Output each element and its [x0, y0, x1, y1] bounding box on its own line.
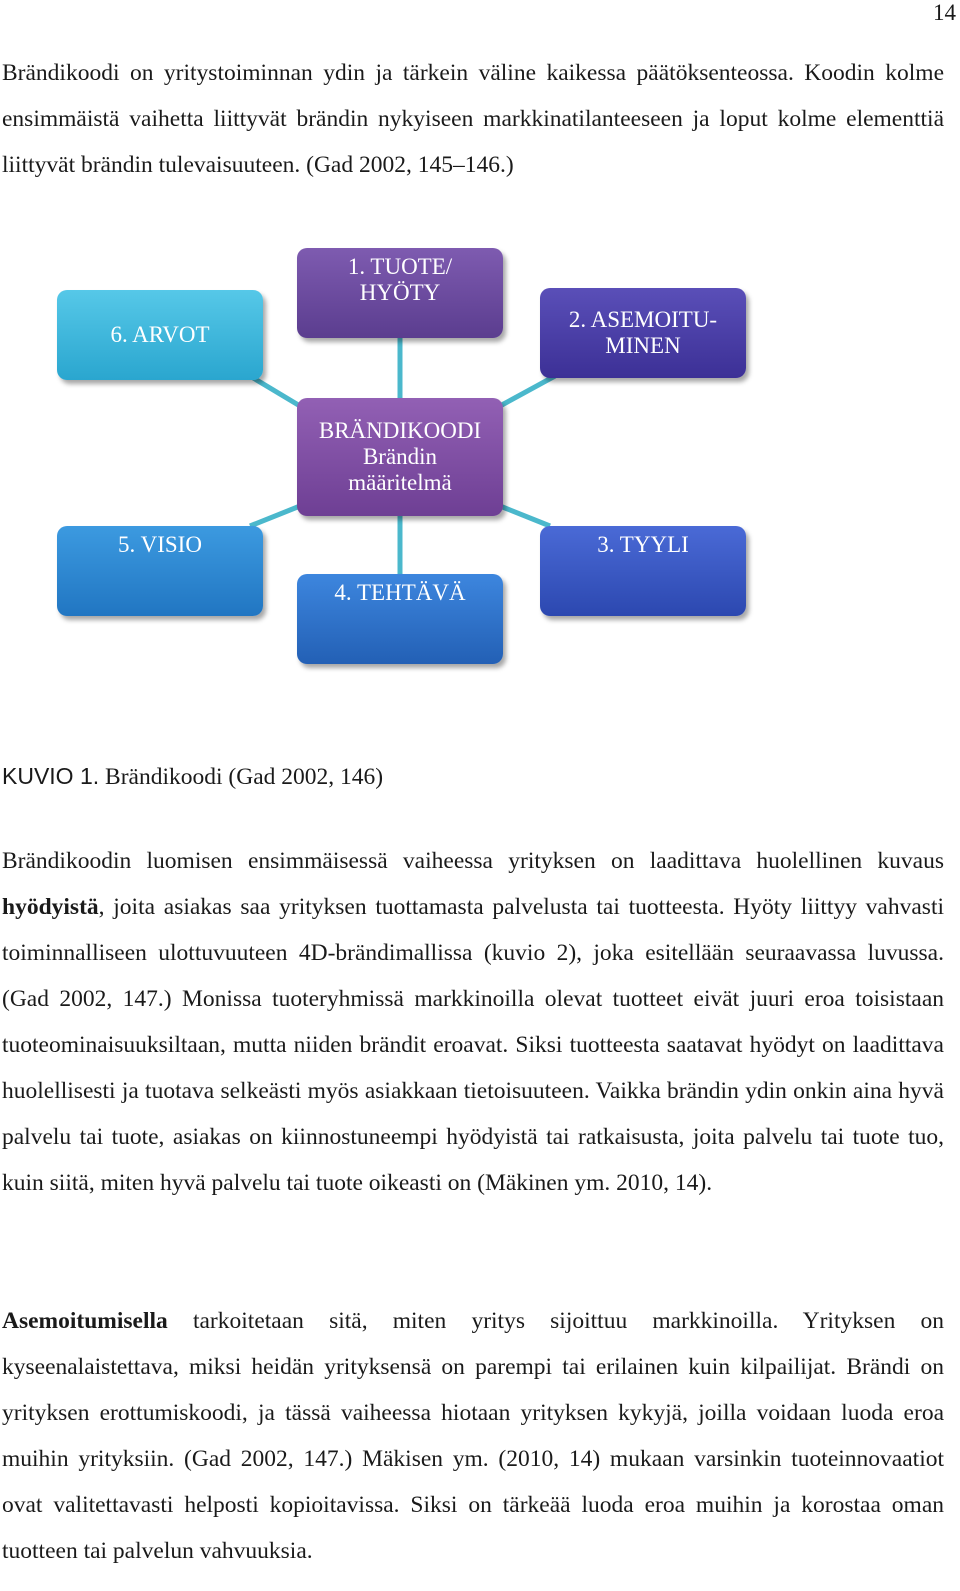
caption-text: Brändikoodi (Gad 2002, 146) — [99, 764, 384, 790]
p2-after: , joita asiakas saa yrityksen tuottamasta palvelusta tai tuotteesta. Hyöty liittyy vahvasti toiminnalliseen ulottuvuuteen 4D-brändimallissa (kuvio 2), joka esitellään seuraavassa luvussa. (Gad 2002, 147.) Monissa tuoteryhmissä markkinoilla olevat tuotteet eivät juuri eroa toisistaan tuoteominaisuuksiltaan, mutta niiden brändit eroavat. Siksi tuotteesta saatavat hyödyt on laadittava huolellisesti ja tuotava selkeästi myös asiakkaan tietoisuuteen. Vaikka brändin ydin onkin aina hyvä palvelu tai tuote, asiakas on kiinnostuneempi hyödyistä tai ratkaisusta, joita palvelu tai tuote tuo, kuin siitä, miten hyvä palvelu tai tuote oikeasti on (Mäkinen ym. 2010, 14). — [2, 894, 944, 1196]
node-tuote-hyoty — [297, 248, 503, 338]
node-visio — [57, 526, 263, 616]
node-tehtava — [297, 574, 503, 664]
caption-label: KUVIO 1. — [2, 763, 100, 789]
node-tyyli — [540, 526, 746, 616]
node-tuote-label-1: 1. TUOTE/ — [347, 254, 453, 279]
p2-before: Brändikoodin luomisen ensimmäisessä vaiheessa yrityksen on laadittava huolellinen kuvaus — [2, 848, 944, 874]
center-label-3: määritelmä — [348, 470, 452, 495]
p2-bold-term: hyödyistä — [2, 894, 99, 920]
connector-arvot — [250, 376, 300, 406]
node-tehtava-label: 4. TEHTÄVÄ — [334, 580, 466, 605]
node-tyyli-label: 3. TYYLI — [597, 532, 689, 557]
figure-caption — [2, 762, 383, 791]
node-asemoitu-label-1: 2. ASEMOITU- — [568, 307, 718, 332]
node-arvot — [57, 290, 263, 380]
page-number: 14 — [933, 0, 956, 25]
paragraph-intro: Brändikoodi on yritystoiminnan ydin ja tärkein väline kaikessa päätöksenteossa. Koodin kolme ensimmäistä vaihetta liittyvät brändin nykyiseen markkinatilanteeseen ja loput kolme elementtiä liittyvät brändin tulevaisuuteen. (Gad 2002, 145–146.) — [2, 60, 944, 178]
p3-after: tarkoitetaan sitä, miten yritys sijoittuu markkinoilla. Yrityksen on kyseenalaistettava, miksi heidän yrityksensä on parempi tai erilainen kuin kilpailijat. Brändi on yrityksen erottumiskoodi, ja tässä vaiheessa hiotaan yrityksen kykyjä, joilla voidaan luoda eroa muihin yrityksiin. (Gad 2002, 147.) Mäkisen ym. (2010, 14) mukaan varsinkin tuoteinnovaatiot ovat valitettavasti helposti kopioitavissa. Siksi on tärkeää luoda eroa muihin ja korostaa oman tuotteen tai palvelun vahvuuksia. — [2, 1308, 944, 1564]
connector-asemoitu — [500, 376, 555, 406]
node-center-brandikoodi — [297, 398, 503, 516]
node-asemoitu-label-2: MINEN — [605, 333, 681, 358]
paragraph-hyodyt — [2, 838, 944, 1206]
node-tuote-label-2: HYÖTY — [359, 280, 441, 305]
node-arvot-label: 6. ARVOT — [110, 322, 210, 347]
paragraph-asemoituminen — [2, 1298, 944, 1574]
center-label-1: BRÄNDIKOODI — [318, 418, 482, 443]
p3-bold-term: Asemoitumisella — [2, 1308, 168, 1334]
node-visio-label: 5. VISIO — [118, 532, 202, 557]
center-label-2: Brändin — [362, 444, 438, 469]
connector-visio — [250, 506, 300, 526]
connector-tyyli — [500, 506, 550, 526]
node-asemoituminen — [540, 288, 746, 378]
brandikoodi-diagram — [0, 230, 960, 690]
